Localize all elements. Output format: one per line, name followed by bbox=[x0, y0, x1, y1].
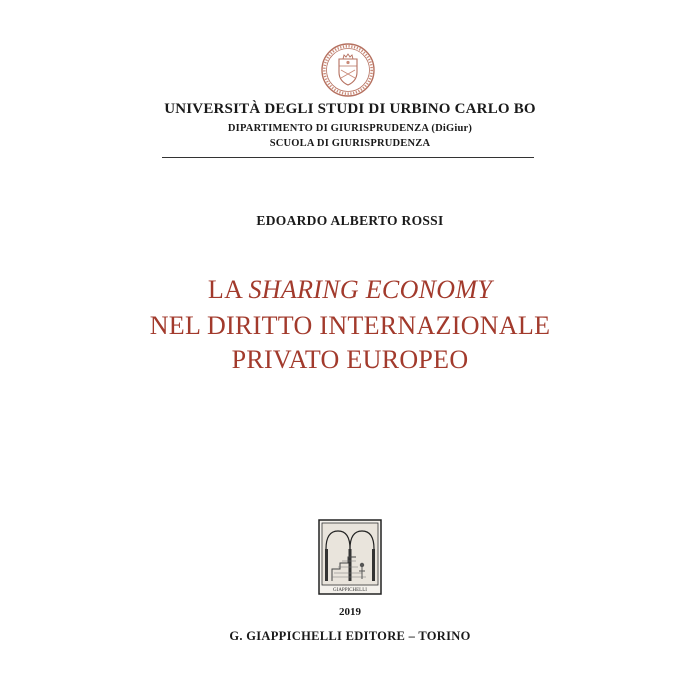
publisher-logo-icon bbox=[318, 519, 382, 595]
author-name: EDOARDO ALBERTO ROSSI bbox=[256, 213, 444, 228]
title-italic-phrase: SHARING ECONOMY bbox=[248, 275, 493, 304]
header-divider bbox=[162, 157, 534, 158]
department-name: DIPARTIMENTO DI GIURISPRUDENZA (DiGiur) bbox=[227, 123, 473, 134]
publication-year: 2019 bbox=[339, 606, 361, 618]
book-title-line-3: PRIVATO EUROPEO bbox=[231, 345, 469, 374]
book-title-line-2: NEL DIRITTO INTERNAZIONALE bbox=[149, 311, 551, 340]
university-name: UNIVERSITÀ DEGLI STUDI DI URBINO CARLO BO bbox=[164, 101, 536, 117]
title-prefix: LA bbox=[207, 275, 249, 304]
book-title-line-1 bbox=[0, 275, 700, 305]
publisher-name: G. GIAPPICHELLI EDITORE – TORINO bbox=[229, 629, 471, 643]
logo-caption: GIAPPICHELLI bbox=[333, 588, 367, 593]
school-name: SCUOLA DI GIURISPRUDENZA bbox=[269, 138, 431, 149]
university-seal-icon bbox=[320, 42, 376, 98]
